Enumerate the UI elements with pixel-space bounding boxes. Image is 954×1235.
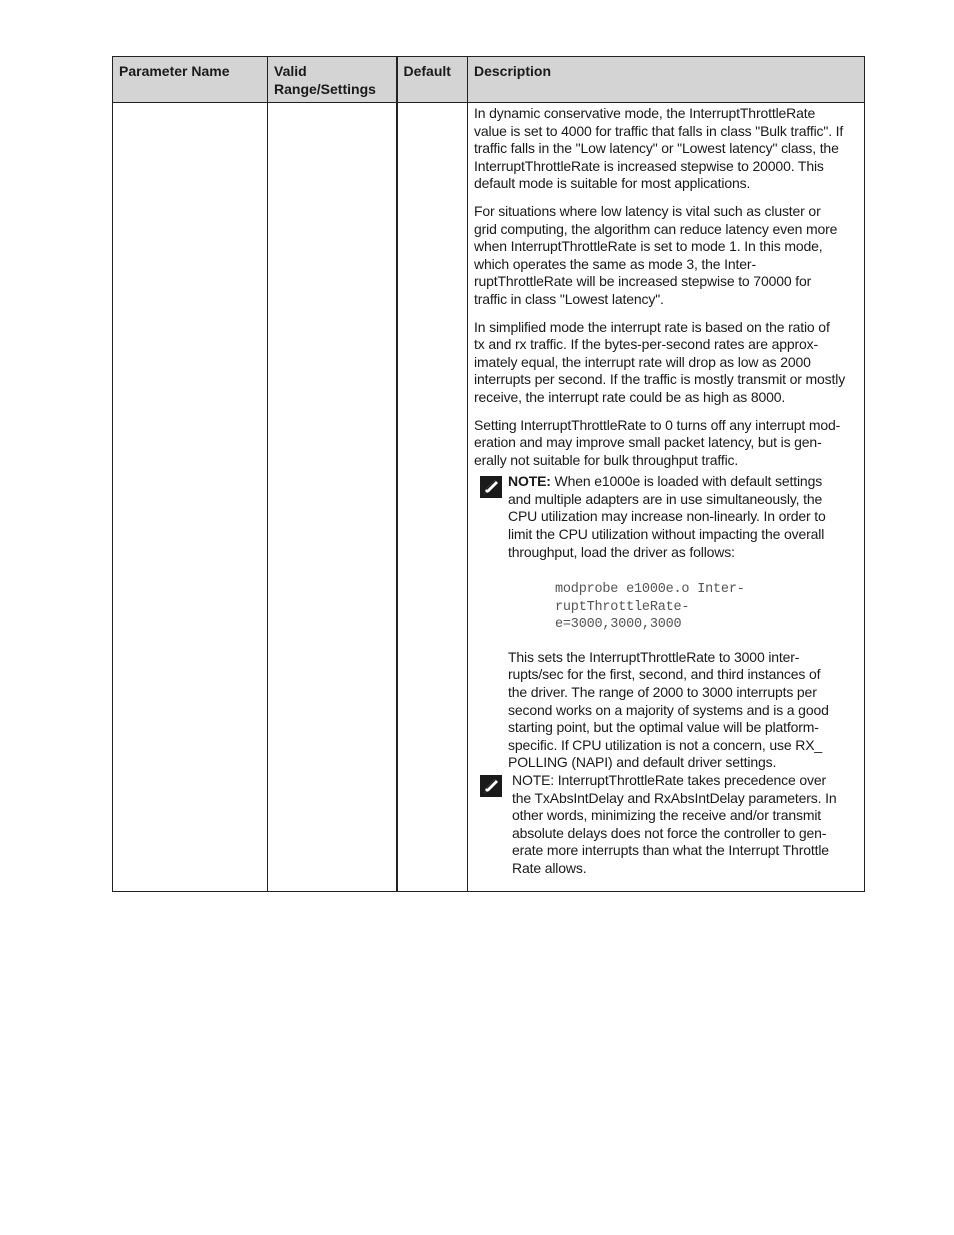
note-block [474,473,858,772]
note-label: NOTE: [508,473,551,490]
table-header-row [113,57,865,103]
note-pencil-icon [480,775,502,797]
note-block [474,772,858,878]
note-followup-text: This sets the InterruptThrottleRate to 3000 inter- rupts/sec for the first, second, and third instances of the driver. The range of 2000 to 3000 interrupts per second works on a majority of systems and is a good starting point, but the optimal value will be platform- specific. If CPU utilization is not a concern, use RX_ POLLING (NAPI) and default driver settings. [508,648,829,771]
header-description: Description [468,57,865,103]
description-paragraph: For situations where low latency is vital such as cluster or grid computing, the algorithm can reduce latency even more when InterruptThrottleRate is set to mode 1. In this mode, which operates the same as mode 3, the Inter- ruptThrottleRate will be increased stepwise to 70000 for traffic in class "Lowest latency". [474,202,838,307]
header-default: Default [397,57,468,103]
code-example: modprobe e1000e.o Inter- ruptThrottleRate- e=3000,3000,3000 [555,582,745,633]
cell-description [468,103,865,892]
note-text: NOTE: InterruptThrottleRate takes precedence over the TxAbsIntDelay and RxAbsIntDelay parameters. In other words, minimizing the receive and/or transmit absolute delays does not force the controller to gen- erate more interrupts than what the Interrupt Throttle Rate allows. [512,771,837,876]
cell-parameter-name [113,103,268,892]
description-paragraph: In simplified mode the interrupt rate is based on the ratio of tx and rx traffic. If the bytes-per-second rates are approx- imately equal, the interrupt rate will drop as low as 2000 interrupts per second. If the traffic is mostly transmit or mostly receive, the interrupt rate could be as high as 8000. [474,318,846,405]
parameter-table [112,56,865,892]
note-label: NOTE: [512,771,555,788]
cell-valid-range [268,103,397,892]
header-parameter-name: Parameter Name [113,57,268,103]
note-text: NOTE: When e1000e is loaded with default settings and multiple adapters are in use simultaneously, the CPU utilization may increase non-linearly. In order to limit the CPU utilization without impacting the overall throughput, load the driver as follows: [508,473,826,560]
description-paragraph: In dynamic conservative mode, the InterruptThrottleRate value is set to 4000 for traffic that falls in class "Bulk traffic". If traffic falls in the "Low latency" or "Lowest latency" class, the InterruptThrottleRate is increased stepwise to 20000. This default mode is suitable for most applications. [474,105,844,192]
table-row [113,103,865,892]
description-paragraph: Setting InterruptThrottleRate to 0 turns off any interrupt mod- eration and may improve small packet latency, but is gen- erally not suitable for bulk throughput traffic. [474,416,841,468]
note-pencil-icon [480,476,502,498]
cell-default [397,103,468,892]
header-valid-range: Valid Range/Settings [268,57,397,103]
